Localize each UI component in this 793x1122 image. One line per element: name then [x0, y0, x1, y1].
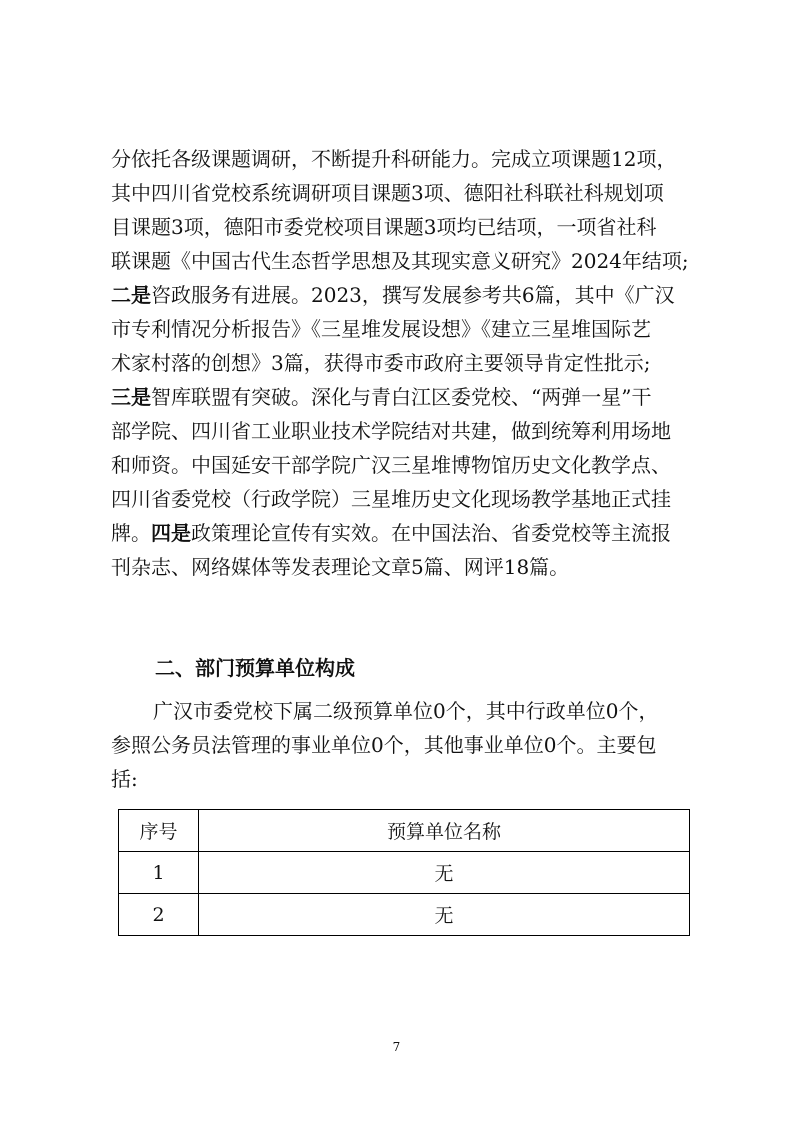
table-header-row: [119, 810, 690, 852]
text-fragment: 牌。: [111, 521, 151, 545]
text-line: 分依托各级课题调研，不断提升科研能力。完成立项课题12项，: [111, 147, 677, 171]
text-line: 广汉市委党校下属二级预算单位0个，其中行政单位0个，: [153, 699, 659, 723]
text-line: 括:: [111, 767, 138, 791]
header-index: 序号: [119, 810, 199, 852]
text-line: [111, 278, 695, 312]
cell-index: 2: [119, 894, 199, 936]
item-label-three: 三是: [111, 385, 151, 409]
cell-unit-name: 无: [199, 894, 690, 936]
text-line: 联课题《中国古代生态哲学思想及其现实意义研究》2024年结项;: [111, 249, 689, 273]
cell-index: 1: [119, 852, 199, 894]
page-number: 7: [392, 1040, 401, 1054]
text-line: [111, 380, 695, 414]
table-row: [119, 894, 690, 936]
header-unit-name: 预算单位名称: [199, 810, 690, 852]
text-line: 其中四川省党校系统调研项目课题3项、德阳社科联社科规划项: [111, 181, 664, 205]
cell-unit-name: 无: [199, 852, 690, 894]
text-line: 术家村落的创想》3篇，获得市委市政府主要领导肯定性批示;: [111, 351, 651, 375]
text-line: 刊杂志、网络媒体等发表理论文章5篇、网评18篇。: [111, 555, 570, 579]
text-line: 参照公务员法管理的事业单位0个，其他事业单位0个。主要包: [111, 733, 657, 757]
section-heading: 二、部门预算单位构成: [155, 656, 355, 680]
text-fragment: 政策理论宣传有实效。在中国法治、省委党校等主流报: [191, 521, 671, 545]
text-line: 和师资。中国延安干部学院广汉三星堆博物馆历史文化教学点、: [111, 453, 671, 477]
text-line: 部学院、四川省工业职业技术学院结对共建，做到统筹利用场地: [111, 419, 671, 443]
item-label-two: 二是: [111, 283, 151, 307]
text-line: 目课题3项，德阳市委党校项目课题3项均已结项，一项省社科: [111, 215, 657, 239]
text-line: 四川省委党校（行政学院）三星堆历史文化现场教学基地正式挂: [111, 487, 671, 511]
text-fragment: 咨政服务有进展。2023，撰写发展参考共6篇，其中《广汉: [151, 283, 675, 307]
budget-units-table: [118, 809, 690, 936]
table-row: [119, 852, 690, 894]
paragraph-units: [111, 694, 695, 796]
text-fragment: 智库联盟有突破。深化与青白江区委党校、“两弹一星”干: [151, 385, 652, 409]
text-line: [111, 516, 695, 550]
item-label-four: 四是: [151, 521, 191, 545]
paragraph-research: [111, 142, 695, 584]
text-line: 市专利情况分析报告》《三星堆发展设想》《建立三星堆国际艺: [111, 317, 651, 341]
